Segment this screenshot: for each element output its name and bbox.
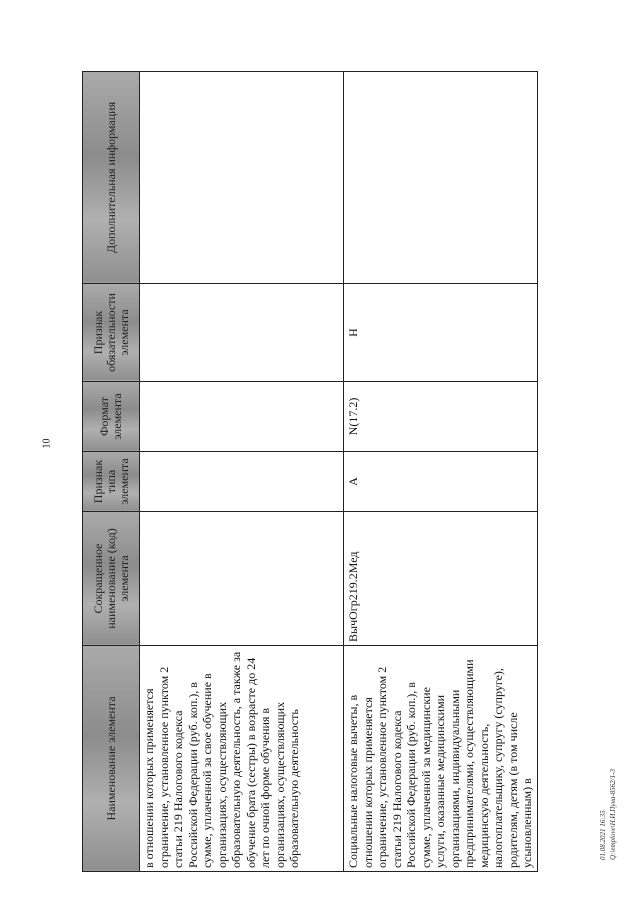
footer-timestamp: 01.08.2021 16:35 [599,810,607,860]
header-element-code: Сокращенное наименование (код) элемента [83,512,140,646]
header-additional-info: Дополнительная информация [83,72,140,284]
page-number: 10 [41,438,53,449]
header-element-format: Формат элемента [83,382,140,452]
cell-info [344,72,538,284]
rotated-table-sheet [82,72,535,872]
cell-info [140,72,344,284]
data-table [82,71,538,872]
table-row [344,72,538,872]
cell-code [140,512,344,646]
cell-type [140,452,344,512]
header-element-required: Признак обязательности элемента [83,284,140,382]
cell-code: ВычОгр219.2Мед [344,512,538,646]
cell-name: Социальные налоговые вычеты, в отношении которых применяется ограничение, установленное пунктом 2 статьи 219 Налогового кодекса Российской Федерации (руб. коп.), в сумме, уплаченной за медицинские услуги, оказанные медицинскими организациями, индивидуальными предпринимателями, осуществляющими медицинскую деятельность, налогоплательщику, супругу (супруге), родителям, детям (в том числе усыновленным) в [344,646,538,872]
cell-format: N(17.2) [344,382,538,452]
cell-required: Н [344,284,538,382]
cell-required [140,284,344,382]
table-header-row [83,72,140,872]
cell-format [140,382,344,452]
table-row [140,72,344,872]
header-element-name: Наименование элемента [83,646,140,872]
header-element-type: Признак типа элемента [83,452,140,512]
footer-stamp [598,769,618,860]
footer-file-path: Q:\emplove\Н.И.Пуна-8562/1-3 [609,769,617,860]
cell-type: А [344,452,538,512]
cell-name: в отношении которых применяется ограничение, установленное пунктом 2 статьи 219 Налогового кодекса Российской Федерации (руб. коп.), в сумме, уплаченной за свое обучение в организациях, осуществляющих образовательную деятельность, а также за обучение брата (сестры) в возрасте до 24 лет по очной форме обучения в организациях, осуществляющих образовательную деятельность [140,646,344,872]
